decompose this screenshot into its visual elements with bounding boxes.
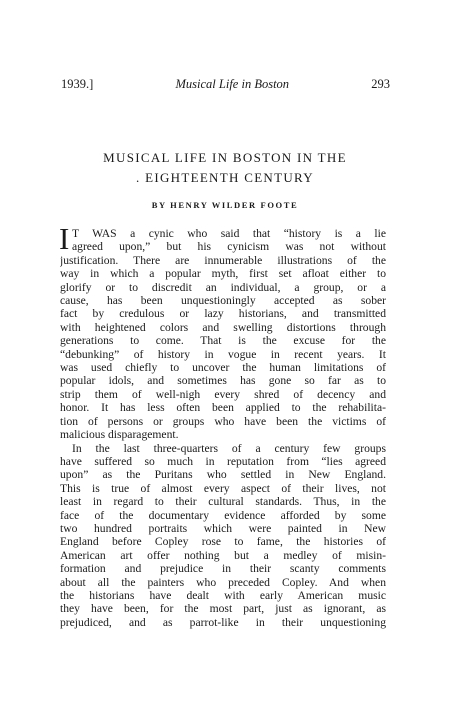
text-line: “debunking” of history in vogue in recent years. It <box>60 347 386 361</box>
running-head <box>61 77 390 92</box>
text-line: tion of persons or groups who have been the victims of <box>60 414 386 428</box>
paragraph-1 <box>60 227 386 442</box>
text-line: fact by credulous or lazy historians, and transmitted <box>60 307 386 321</box>
text-line: American art offer nothing but a medley of misin- <box>60 548 386 562</box>
page-number: 293 <box>371 77 390 91</box>
text-line: two hundred portraits which were painted in New <box>60 521 386 535</box>
byline: BY HENRY WILDER FOOTE <box>151 200 299 210</box>
text-line: about all the painters who preceded Copley. And when <box>60 575 386 589</box>
year-label: 1939.] <box>61 77 94 91</box>
text-line: T WAS a cynic who said that “history is a lie <box>72 227 386 240</box>
text-line: malicious disparagement. <box>60 428 179 442</box>
running-title: Musical Life in Boston <box>175 77 290 91</box>
text-line: prejudiced, and as parrot-like in their unquestioning <box>60 615 386 629</box>
drop-cap: I <box>59 221 70 256</box>
text-line: least in regard to their cultural standards. Thus, in the <box>60 495 386 509</box>
text-line: honor. It has less often been applied to the rehabilita- <box>60 401 386 415</box>
article-body <box>59 221 386 629</box>
article-title-line-2: . EIGHTEENTH CENTURY <box>135 170 314 185</box>
text-line: generations to come. That is the excuse for the <box>60 334 386 348</box>
text-line: justification. There are innumerable illustrations of the <box>60 253 386 267</box>
article-title <box>60 148 390 188</box>
text-line: the historians have dealt with early American music <box>60 588 386 602</box>
text-line: formation and prejudice in their scanty comments <box>60 562 386 576</box>
text-line: England before Copley rose to fame, the histories of <box>60 535 386 549</box>
text-line: with heightened colors and swelling distortions through <box>60 320 386 334</box>
text-line: was used chiefly to uncover the human limitations of <box>60 361 386 375</box>
text-line: face of the documentary evidence afforded by some <box>60 508 386 522</box>
text-line: agreed upon,” but his cynicism was not without <box>72 240 386 254</box>
text-line: popular idols, and sometimes has gone so far as to <box>60 374 386 388</box>
text-line: In the last three-quarters of a century few groups <box>72 441 386 455</box>
text-line: upon” as the Puritans who settled in New England. <box>60 468 386 482</box>
text-line: strip them of well-nigh every shred of decency and <box>60 387 386 401</box>
text-line: This is true of almost every aspect of their lives, not <box>60 481 386 495</box>
paragraph-2 <box>60 442 386 630</box>
text-line: way in which a popular myth, first set afloat either to <box>60 267 386 281</box>
text-line: they have been, for the most part, just as ignorant, as <box>60 602 386 616</box>
text-line: have suffered so much in reputation from “lies agreed <box>60 454 386 468</box>
text-line: cause, has been unquestioningly accepted as sober <box>60 294 386 308</box>
article-title-line-1: MUSICAL LIFE IN BOSTON IN THE <box>103 150 347 165</box>
text-line: glorify or to discredit an individual, a group, or a <box>60 280 386 294</box>
